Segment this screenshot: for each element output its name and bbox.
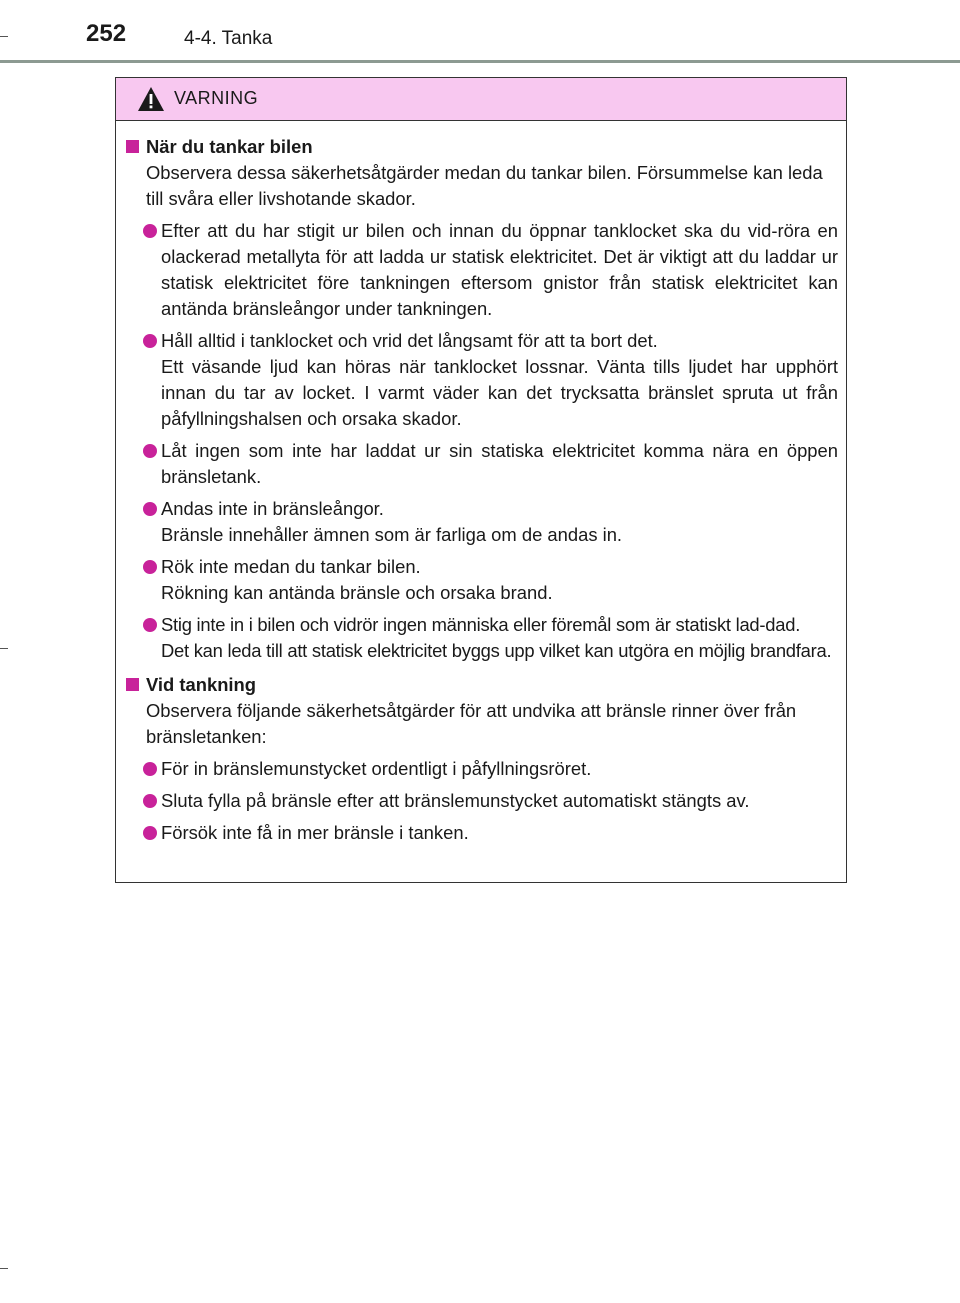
round-bullet-icon — [143, 560, 157, 574]
crop-mark — [0, 1268, 8, 1269]
round-bullet-icon — [143, 444, 157, 458]
list-item — [124, 496, 838, 548]
section-title: 4-4. Tanka — [184, 28, 273, 49]
warning-header — [116, 78, 846, 121]
list-item-text: För in bränslemunstycket ordentligt i påfyllningsröret. — [161, 758, 592, 779]
section-intro — [124, 698, 838, 750]
list-item-text: Försök inte få in mer bränsle i tanken. — [161, 822, 469, 843]
list-item-text: Stig inte in i bilen och vidrör ingen människa eller föremål som är statiskt lad-dad. — [161, 614, 801, 635]
list-item — [124, 756, 838, 782]
crop-mark — [0, 648, 8, 649]
page-number: 252 — [86, 20, 127, 47]
warning-box — [115, 77, 847, 883]
warning-label: VARNING — [174, 88, 259, 108]
list-item-text: Håll alltid i tanklocket och vrid det långsamt för att ta bort det. — [161, 330, 658, 351]
section-heading-text: Vid tankning — [146, 674, 257, 695]
round-bullet-icon — [143, 762, 157, 776]
list-item-text: Bränsle innehåller ämnen som är farliga om de andas in. — [161, 524, 623, 545]
list-item-text: Sluta fylla på bränsle efter att bränslemunstycket automatiskt stängts av. — [161, 790, 750, 811]
list-item-text: Låt ingen som inte har laddat ur sin statiska elektricitet komma nära en öppen bränsletank. — [161, 440, 838, 487]
round-bullet-icon — [143, 618, 157, 632]
section-heading — [124, 672, 838, 698]
list-item-text: Andas inte in bränsleångor. — [161, 498, 384, 519]
round-bullet-icon — [143, 334, 157, 348]
header-rule — [0, 60, 960, 63]
list-item — [124, 820, 838, 846]
round-bullet-icon — [143, 794, 157, 808]
square-bullet-icon — [126, 678, 139, 691]
warning-triangle-icon — [137, 86, 165, 112]
warning-body — [116, 121, 846, 846]
list-item — [124, 788, 838, 814]
round-bullet-icon — [143, 826, 157, 840]
list-item — [124, 218, 838, 322]
list-item-text: Ett väsande ljud kan höras när tanklocket lossnar. Vänta tills ljudet har upphört innan du tar av locket. I varmt väder kan det trycksatta bränslet spruta ut från påfyllningshalsen och orsaka skador. — [161, 356, 838, 429]
round-bullet-icon — [143, 502, 157, 516]
list-item — [124, 554, 838, 606]
section-intro-text: Observera följande säkerhetsåtgärder för att undvika att bränsle rinner över från bränsletanken: — [146, 700, 797, 747]
list-item-text: Rökning kan antända bränsle och orsaka brand. — [161, 582, 553, 603]
section-intro — [124, 160, 838, 212]
list-item-text: Rök inte medan du tankar bilen. — [161, 556, 421, 577]
round-bullet-icon — [143, 224, 157, 238]
crop-mark — [0, 36, 8, 37]
list-item-text: Det kan leda till att statisk elektricitet byggs upp vilket kan utgöra en möjlig brandfara. — [161, 640, 832, 661]
list-item — [124, 328, 838, 432]
section-heading-text: När du tankar bilen — [146, 136, 313, 157]
square-bullet-icon — [126, 140, 139, 153]
section-intro-text: Observera dessa säkerhetsåtgärder medan du tankar bilen. Försummelse kan leda till svåra eller livshotande skador. — [146, 162, 823, 209]
list-item — [124, 612, 838, 664]
list-item-text: Efter att du har stigit ur bilen och innan du öppnar tanklocket ska du vid-röra en olackerad metallyta för att ladda ur statisk elektricitet. Det är viktigt att du laddar ur statisk elektricitet före tankningen eftersom gnistor från statisk elektricitet kan antända bränsleångor under tankningen. — [161, 220, 838, 319]
list-item — [124, 438, 838, 490]
section-heading — [124, 134, 838, 160]
